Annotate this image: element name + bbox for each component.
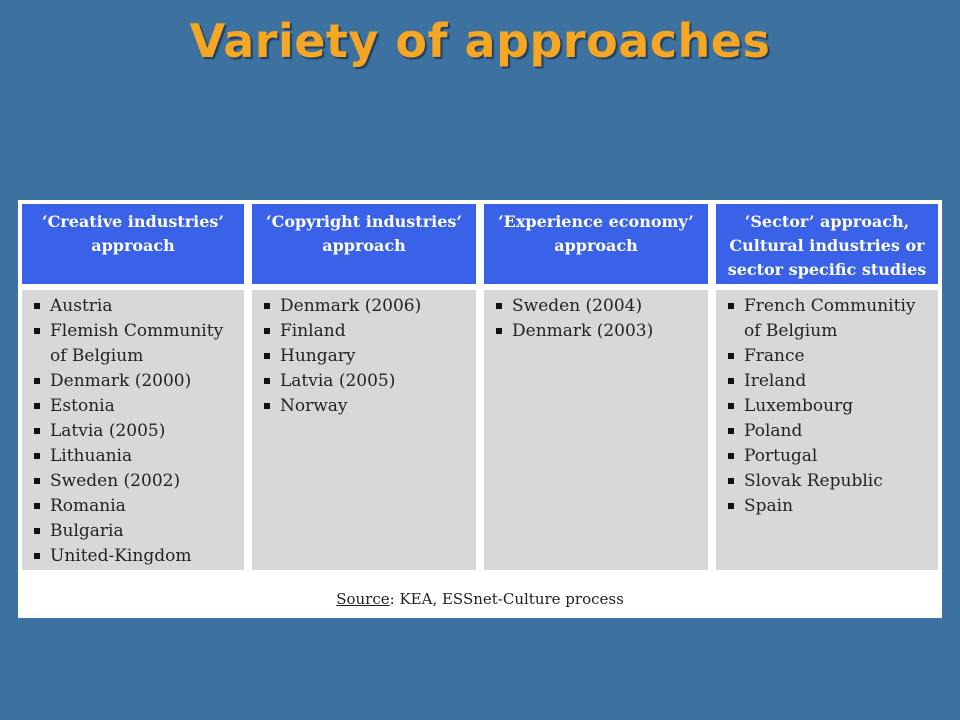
- square-bullet-icon: [728, 503, 734, 509]
- square-bullet-icon: [34, 553, 40, 559]
- list-item: [726, 344, 932, 369]
- list-item: [494, 319, 702, 344]
- header-line: approach: [322, 236, 406, 255]
- list-item-text: Poland: [744, 421, 803, 441]
- list-item: [726, 394, 932, 419]
- list-item: [262, 344, 470, 369]
- column-copyright-industries: [252, 204, 476, 570]
- country-list: [32, 294, 238, 569]
- list-item-text: Sweden (2004): [512, 296, 643, 316]
- square-bullet-icon: [728, 353, 734, 359]
- square-bullet-icon: [264, 403, 270, 409]
- square-bullet-icon: [34, 303, 40, 309]
- list-item-text: Bulgaria: [50, 521, 124, 541]
- header-line: ‘Experience economy’: [498, 212, 694, 231]
- list-item: [32, 319, 238, 369]
- square-bullet-icon: [728, 453, 734, 459]
- list-item: [32, 419, 238, 444]
- column-creative-industries: [22, 204, 244, 570]
- square-bullet-icon: [264, 303, 270, 309]
- country-list: [494, 294, 702, 344]
- header-line: sector specific studies: [727, 260, 927, 279]
- list-item: [32, 394, 238, 419]
- square-bullet-icon: [728, 378, 734, 384]
- list-item-text: Ireland: [744, 371, 807, 391]
- list-item-text: Austria: [50, 296, 113, 316]
- list-item: [32, 444, 238, 469]
- list-item-text: Denmark (2003): [512, 321, 654, 341]
- list-item: [32, 494, 238, 519]
- list-item-text: Finland: [280, 321, 346, 341]
- list-item: [494, 294, 702, 319]
- table-grid: [22, 204, 938, 570]
- list-item-text: Lithuania: [50, 446, 133, 466]
- list-item-text: French Communitiy of Belgium: [744, 296, 916, 341]
- list-item: [32, 469, 238, 494]
- list-item-text: Denmark (2000): [50, 371, 192, 391]
- list-item-text: Portugal: [744, 446, 818, 466]
- list-item: [726, 444, 932, 469]
- square-bullet-icon: [496, 328, 502, 334]
- header-line: ‘Sector’ approach,: [744, 212, 910, 231]
- list-item: [726, 469, 932, 494]
- header-line: ‘Copyright industries’: [266, 212, 462, 231]
- column-body: [22, 290, 244, 570]
- list-item-text: Norway: [280, 396, 348, 416]
- list-item: [262, 394, 470, 419]
- column-body: [252, 290, 476, 570]
- square-bullet-icon: [34, 453, 40, 459]
- list-item-text: Slovak Republic: [744, 471, 883, 491]
- country-list: [726, 294, 932, 519]
- list-item: [726, 369, 932, 394]
- list-item-text: France: [744, 346, 805, 366]
- country-list: [262, 294, 470, 419]
- square-bullet-icon: [728, 403, 734, 409]
- square-bullet-icon: [34, 428, 40, 434]
- square-bullet-icon: [34, 478, 40, 484]
- square-bullet-icon: [34, 403, 40, 409]
- list-item-text: Hungary: [280, 346, 356, 366]
- source-caption: [18, 590, 942, 608]
- square-bullet-icon: [728, 303, 734, 309]
- square-bullet-icon: [34, 378, 40, 384]
- square-bullet-icon: [264, 328, 270, 334]
- list-item-text: Flemish Community of Belgium: [50, 321, 224, 366]
- source-text: : KEA, ESSnet-Culture process: [389, 590, 624, 608]
- list-item: [32, 519, 238, 544]
- square-bullet-icon: [728, 428, 734, 434]
- list-item-text: Latvia (2005): [50, 421, 166, 441]
- list-item-text: Sweden (2002): [50, 471, 181, 491]
- approaches-table: [18, 200, 942, 618]
- square-bullet-icon: [728, 478, 734, 484]
- column-header: [22, 204, 244, 286]
- list-item: [726, 419, 932, 444]
- header-line: Cultural industries or: [729, 236, 925, 255]
- list-item: [262, 319, 470, 344]
- column-experience-economy: [484, 204, 708, 570]
- square-bullet-icon: [34, 503, 40, 509]
- square-bullet-icon: [264, 353, 270, 359]
- column-header: [252, 204, 476, 286]
- list-item: [32, 294, 238, 319]
- list-item-text: Romania: [50, 496, 126, 516]
- column-sector-approach: [716, 204, 938, 570]
- column-header: [484, 204, 708, 286]
- square-bullet-icon: [496, 303, 502, 309]
- list-item: [262, 369, 470, 394]
- slide-title: Variety of approaches: [189, 14, 771, 68]
- list-item-text: Estonia: [50, 396, 115, 416]
- list-item-text: Spain: [744, 496, 794, 516]
- column-header: [716, 204, 938, 286]
- square-bullet-icon: [34, 328, 40, 334]
- list-item: [32, 369, 238, 394]
- header-line: ‘Creative industries’: [42, 212, 224, 231]
- source-label: Source: [336, 590, 390, 608]
- list-item-text: Denmark (2006): [280, 296, 422, 316]
- list-item: [726, 294, 932, 344]
- list-item: [32, 544, 238, 569]
- list-item-text: United-Kingdom: [50, 546, 192, 566]
- column-body: [484, 290, 708, 570]
- list-item: [726, 494, 932, 519]
- list-item-text: Luxembourg: [744, 396, 854, 416]
- header-line: approach: [91, 236, 175, 255]
- column-body: [716, 290, 938, 570]
- header-line: approach: [554, 236, 638, 255]
- list-item-text: Latvia (2005): [280, 371, 396, 391]
- list-item: [262, 294, 470, 319]
- square-bullet-icon: [264, 378, 270, 384]
- square-bullet-icon: [34, 528, 40, 534]
